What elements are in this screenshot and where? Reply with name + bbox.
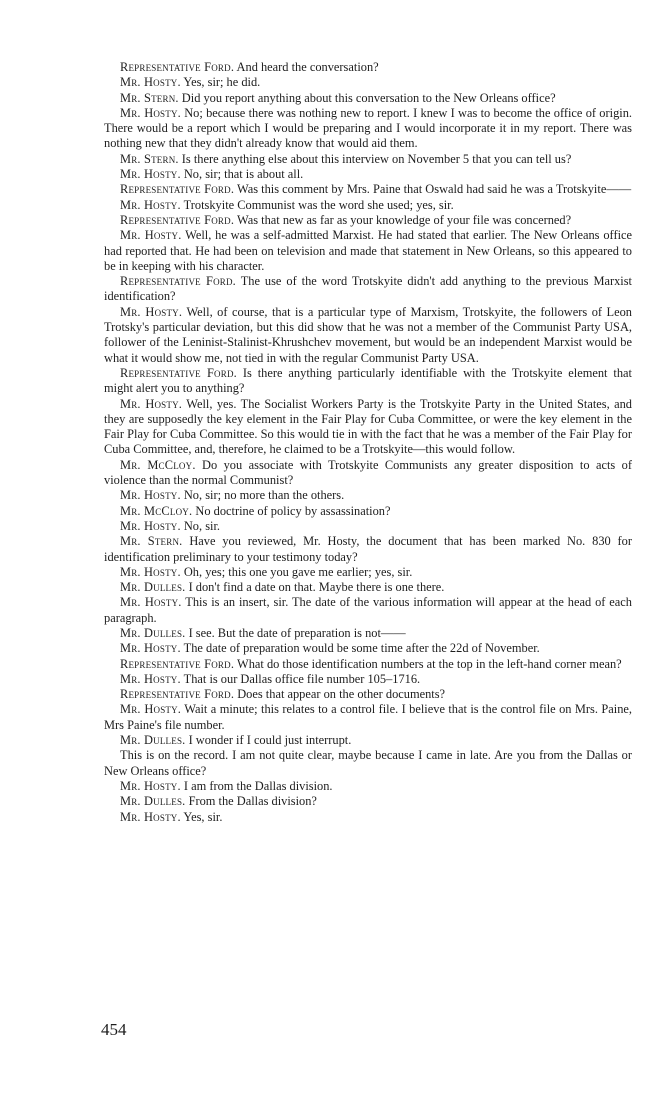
testimony-text: Was that new as far as your knowledge of your file was concerned? [234,212,572,227]
testimony-paragraph [104,75,632,90]
testimony-paragraph [104,595,632,626]
testimony-text: From the Dallas division? [185,794,317,809]
testimony-text: This is an insert, sir. The date of the various information will appear at the head of each paragraph. [104,595,632,625]
testimony-text: And heard the conversation? [234,60,379,74]
speaker-name: Mr. Hosty. [120,197,181,212]
speaker-name: Mr. Dulles. [120,733,186,748]
speaker-name: Mr. Hosty. [120,228,182,243]
testimony-text: Well, yes. The Socialist Workers Party is the Trotskyite Party in the United States, and they are supposedly the key element in the Fair Play for Cuba Committee, or were the key element in the Fair Play for Cuba Committee. So this would tie in with the fact that he was a member of the Fair Play for Cuba Committee, and, therefore, he claimed to be a Trotskyite—this would follow. [104,396,632,457]
testimony-text: The date of preparation would be some time after the 22d of November. [180,641,540,656]
testimony-paragraph [104,167,632,182]
testimony-text: Is there anything else about this interview on November 5 that you can tell us? [178,151,572,166]
testimony-paragraph [104,106,632,152]
speaker-name: Mr. Hosty. [120,702,182,717]
speaker-name: Mr. Hosty. [120,396,183,411]
testimony-paragraph [104,397,632,458]
testimony-paragraph [104,198,632,213]
testimony-paragraph [104,213,632,228]
testimony-text: Is there anything particularly identifiable with the Trotskyite element that might alert you to anything? [104,365,632,396]
testimony-paragraph [104,748,632,779]
speaker-name: Representative Ford. [120,274,236,289]
testimony-text: What do those identification numbers at the top in the left-hand corner mean? [234,656,622,671]
testimony-paragraph [104,366,632,397]
speaker-name: Mr. Hosty. [120,488,181,503]
speaker-name: Mr. Stern. [120,151,179,166]
testimony-paragraph [104,504,632,519]
speaker-name: Representative Ford. [120,212,235,227]
testimony-text: That is our Dallas office file number 105–1716. [180,671,421,686]
testimony-text: No, sir; that is about all. [180,167,304,182]
testimony-paragraph [104,60,632,75]
speaker-name: Representative Ford. [120,656,235,671]
testimony-text: No, sir. [180,518,221,533]
testimony-paragraph [104,305,632,366]
page-number: 454 [101,1020,127,1039]
testimony-text: The use of the word Trotskyite didn't add anything to the previous Marxist identification? [104,274,632,304]
testimony-paragraph [104,779,632,794]
testimony-text: Was this comment by Mrs. Paine that Oswald had said he was a Trotskyite—— [234,182,632,197]
speaker-name: Representative Ford. [120,182,235,197]
testimony-text: No, sir; no more than the others. [180,488,345,503]
speaker-name: Mr. Dulles. [120,580,186,595]
testimony-paragraph [104,702,632,733]
speaker-name: Mr. Stern. [120,90,179,105]
testimony-text: Yes, sir. [180,809,223,824]
testimony-text: Well, he was a self-admitted Marxist. He had stated that earlier. The New Orleans office had reported that. He had been on television and made that statement in New Orleans, so this appeared to be in keeping with his character. [104,228,633,273]
testimony-text: Yes, sir; he did. [180,75,261,90]
testimony-paragraph [104,733,632,748]
testimony-paragraph [104,152,632,167]
speaker-name: Mr. Hosty. [120,641,181,656]
speaker-name: Mr. Hosty. [120,778,181,793]
transcript-body [104,60,632,825]
testimony-paragraph [104,274,632,305]
testimony-text: Trotskyite Communist was the word she used; yes, sir. [180,197,454,212]
speaker-name: Mr. Hosty. [120,167,181,182]
speaker-name: Mr. Dulles. [120,794,186,809]
testimony-text: Have you reviewed, Mr. Hosty, the document that has been marked No. 830 for identification preliminary to your testimony today? [104,534,633,564]
testimony-text: Well, of course, that is a particular type of Marxism, Trotskyite, the followers of Leon Trotsky's particular deviation, but this did show that he was not a member of the Communist Party USA, follower of the Leninist-Stalinist-Khrushchev movement, but would be an independent Marxist would be what it would show me, not tied in with the regular Communist Party USA. [104,304,632,365]
testimony-paragraph [104,687,632,702]
speaker-name: Mr. McCloy. [120,503,193,518]
testimony-text: I am from the Dallas division. [180,778,333,793]
testimony-text: No; because there was nothing new to report. I knew I was to become the office of origin. There would be a report which I would be preparing and I would incorporate it in my report. There was nothing new that they didn't already know that would aid them. [104,105,632,151]
testimony-paragraph [104,182,632,197]
speaker-name: Mr. McCloy. [120,457,196,472]
testimony-paragraph [104,626,632,641]
testimony-paragraph [104,672,632,687]
speaker-name: Mr. Dulles. [120,625,186,640]
testimony-paragraph [104,458,632,489]
testimony-text: Does that appear on the other documents? [234,687,446,702]
speaker-name: Mr. Hosty. [120,304,183,319]
testimony-paragraph [104,565,632,580]
speaker-name: Mr. Stern. [120,534,183,549]
testimony-paragraph [104,519,632,534]
testimony-paragraph [104,534,632,565]
testimony-text: I wonder if I could just interrupt. [185,733,352,748]
testimony-text: Oh, yes; this one you gave me earlier; yes, sir. [180,564,413,579]
speaker-name: Mr. Hosty. [120,595,182,610]
testimony-text: I don't find a date on that. Maybe there is one there. [185,580,445,595]
testimony-paragraph [104,794,632,809]
testimony-paragraph [104,91,632,106]
speaker-name: Mr. Hosty. [120,75,181,90]
testimony-text: This is on the record. I am not quite clear, maybe because I came in late. Are you from the Dallas or New Orleans office? [104,748,632,778]
speaker-name: Representative Ford. [120,60,235,74]
testimony-text: Do you associate with Trotskyite Communists any greater disposition to acts of violence than the normal Communist? [104,457,632,488]
testimony-text: I see. But the date of preparation is not—— [185,625,406,640]
testimony-paragraph [104,810,632,825]
testimony-text: No doctrine of policy by assassination? [192,503,391,518]
speaker-name: Representative Ford. [120,687,235,702]
speaker-name: Mr. Hosty. [120,809,181,824]
speaker-name: Mr. Hosty. [120,518,181,533]
speaker-name: Mr. Hosty. [120,105,181,120]
testimony-text: Did you report anything about this conversation to the New Orleans office? [178,90,556,105]
testimony-paragraph [104,657,632,672]
testimony-text: Wait a minute; this relates to a control file. I believe that is the control file on Mrs. Paine, Mrs Paine's file number. [104,702,632,732]
testimony-paragraph [104,488,632,503]
speaker-name: Representative Ford. [120,365,237,380]
testimony-paragraph [104,228,632,274]
speaker-name: Mr. Hosty. [120,564,181,579]
testimony-paragraph [104,580,632,595]
speaker-name: Mr. Hosty. [120,671,181,686]
testimony-paragraph [104,641,632,656]
